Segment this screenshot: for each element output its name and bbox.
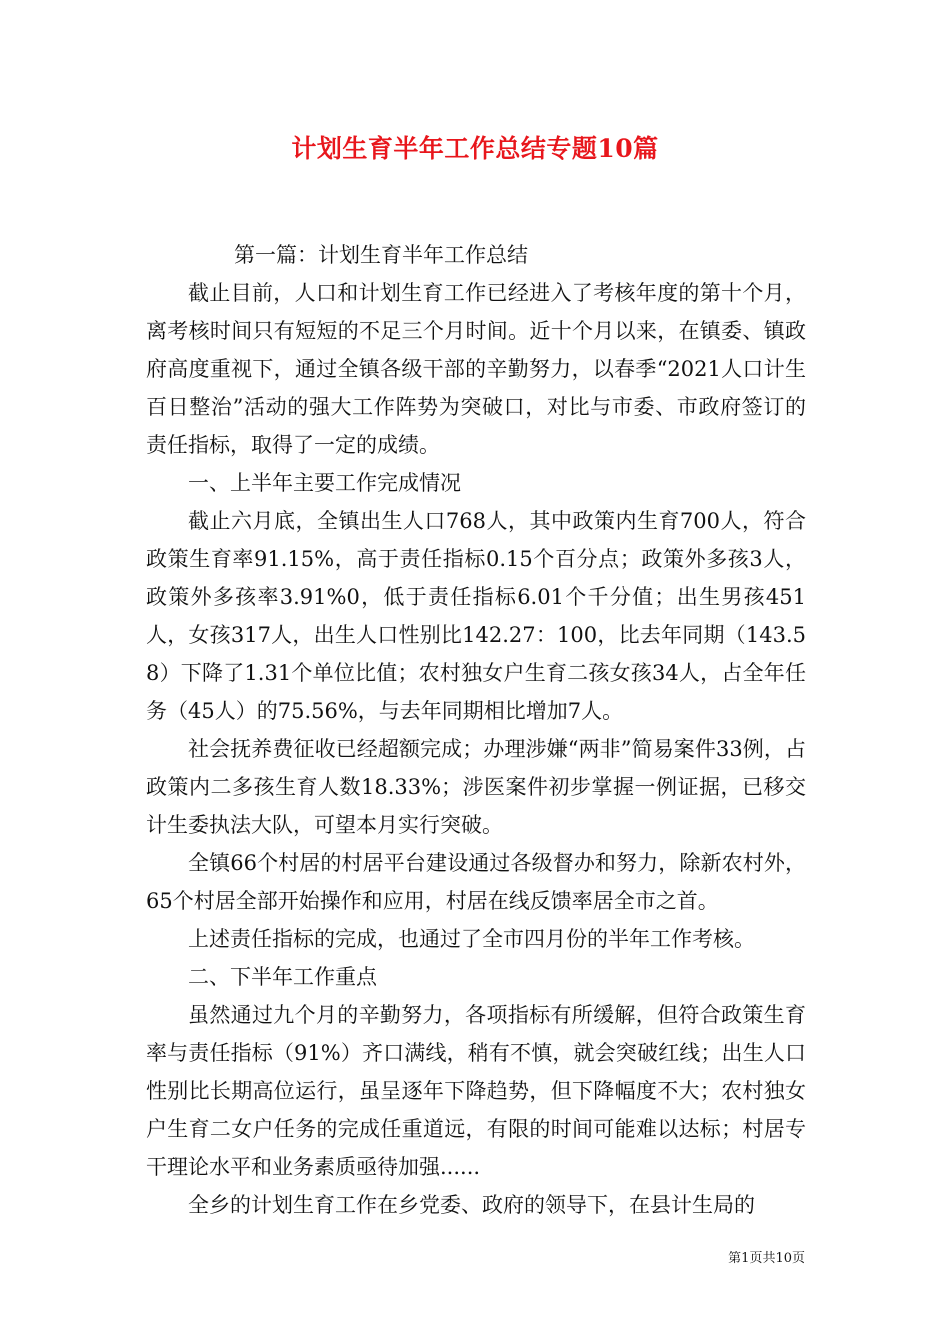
paragraph: 虽然通过九个月的辛勤努力，各项指标有所缓解，但符合政策生育率与责任指标（91%）齐口满线，稍有不慎，就会突破红线；出生人口性别比长期高位运行，虽呈逐年下降趋势，但下降幅度不大；农村独女户生育二女户任务的完成任重道远，有限的时间可能难以达标；村居专干理论水平和业务素质亟待加强...... xyxy=(146,1003,806,1179)
document-title: 计划生育半年工作总结专题10篇 xyxy=(291,134,659,163)
page-number-footer: 第1页共10页 xyxy=(728,1251,805,1266)
paragraph: 截止六月底，全镇出生人口768人，其中政策内生育700人，符合政策生育率91.15%，高于责任指标0.15个百分点；政策外多孩3人，政策外多孩率3.91%0，低于责任指标6.01个千分值；出生男孩451人，女孩317人，出生人口性别比142.27：100，比去年同期（143.58）下降了1.31个单位比值；农村独女户生育二孩女孩34人，占全年任务（45人）的75.56%，与去年同期相比增加7人。 xyxy=(146,509,806,723)
paragraph: 上述责任指标的完成，也通过了全市四月份的半年工作考核。 xyxy=(188,927,755,951)
section-heading: 一、上半年主要工作完成情况 xyxy=(188,471,461,495)
section-heading-first: 第一篇：计划生育半年工作总结 xyxy=(234,243,528,267)
paragraph: 全乡的计划生育工作在乡党委、政府的领导下，在县计生局的 xyxy=(188,1193,755,1217)
paragraph: 截止目前，人口和计划生育工作已经进入了考核年度的第十个月，离考核时间只有短短的不足三个月时间。近十个月以来，在镇委、镇政府高度重视下，通过全镇各级干部的辛勤努力，以春季“2021人口计生百日整治”活动的强大工作阵势为突破口，对比与市委、市政府签订的责任指标，取得了一定的成绩。 xyxy=(146,281,806,457)
section-heading: 二、下半年工作重点 xyxy=(188,965,377,989)
document-body xyxy=(146,236,806,1224)
paragraph: 全镇66个村居的村居平台建设通过各级督办和努力，除新农村外，65个村居全部开始操作和应用，村居在线反馈率居全市之首。 xyxy=(146,851,806,913)
paragraph: 社会抚养费征收已经超额完成；办理涉嫌“两非”简易案件33例，占政策内二多孩生育人数18.33%；涉医案件初步掌握一例证据，已移交计生委执法大队，可望本月实行突破。 xyxy=(146,737,806,837)
